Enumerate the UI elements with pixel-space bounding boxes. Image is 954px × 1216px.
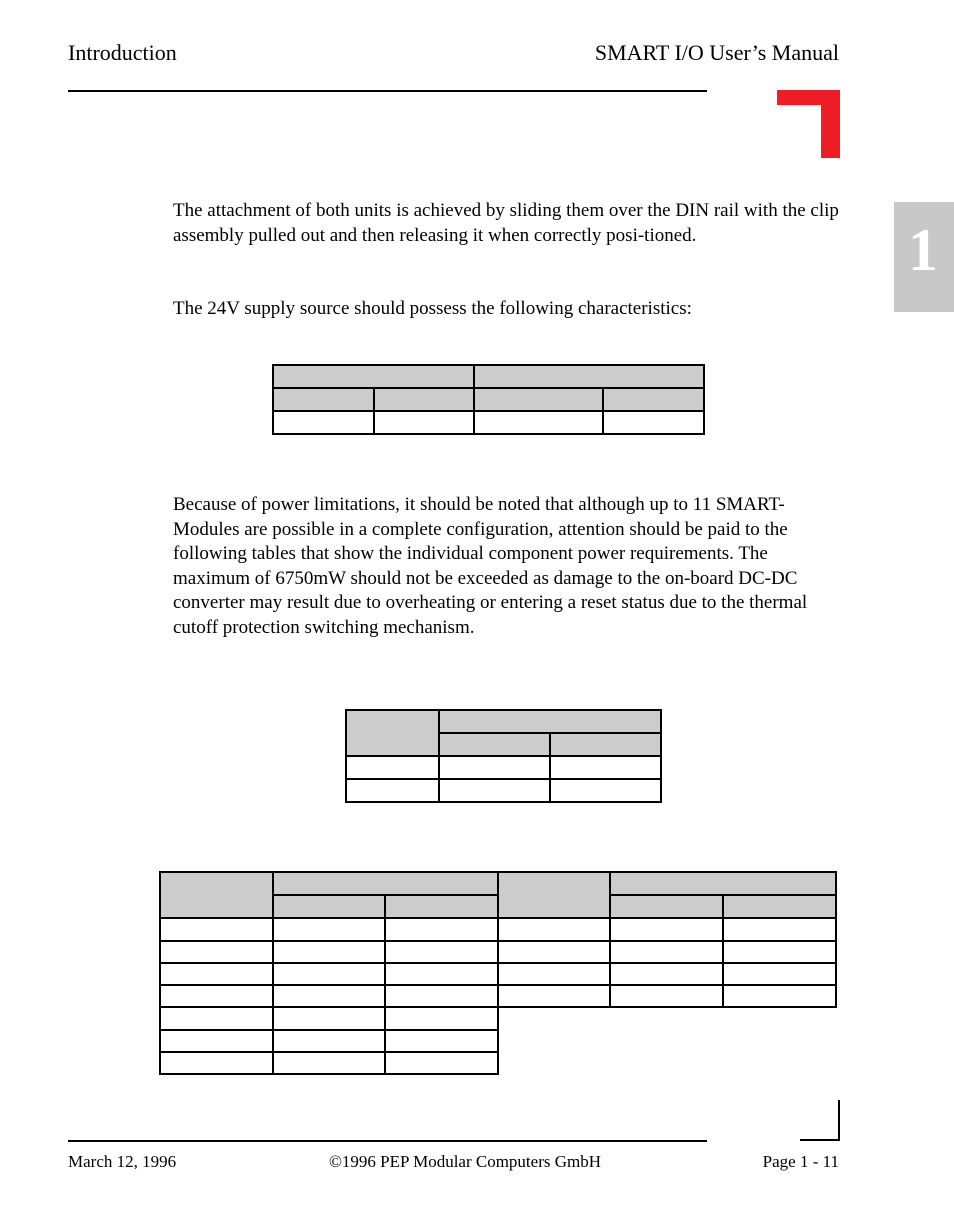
table-row — [160, 1007, 836, 1029]
table-cell — [160, 963, 273, 985]
table-cell — [498, 918, 610, 940]
table-blank-area — [498, 1052, 836, 1074]
power-requirements-table — [345, 709, 662, 803]
footer-date: March 12, 1996 — [68, 1152, 177, 1171]
table-cell — [385, 941, 498, 963]
table-row — [160, 1052, 836, 1074]
table-header-cell — [273, 365, 474, 388]
table-cell — [723, 941, 836, 963]
table-header-row — [273, 365, 704, 388]
table-cell — [385, 985, 498, 1007]
chapter-tab-number: 1 — [908, 217, 938, 283]
table-cell — [385, 963, 498, 985]
table-cell — [273, 963, 385, 985]
table-cell — [385, 1052, 498, 1074]
table-cell — [273, 941, 385, 963]
table-cell — [160, 1030, 273, 1052]
footer-page-number: Page 1 - 11 — [762, 1152, 839, 1171]
table-cell — [723, 985, 836, 1007]
table-cell — [374, 411, 474, 434]
paragraph-supply-intro: The 24V supply source should possess the following characteristics: — [173, 298, 692, 319]
table-cell — [439, 756, 550, 779]
table-cell — [498, 941, 610, 963]
table-cell — [550, 779, 661, 802]
table-cell — [723, 963, 836, 985]
table-cell — [385, 918, 498, 940]
table-header-cell — [550, 733, 661, 756]
table-cell — [160, 1007, 273, 1029]
table-cell — [550, 756, 661, 779]
table-header-row — [160, 872, 836, 895]
table-cell — [723, 918, 836, 940]
table-cell — [603, 411, 704, 434]
table-header-cell — [498, 872, 610, 918]
table-cell — [346, 779, 439, 802]
table-row — [160, 941, 836, 963]
header-section-title: Introduction — [68, 40, 177, 65]
table-cell — [346, 756, 439, 779]
module-power-table — [159, 871, 837, 1075]
table-header-cell — [273, 388, 374, 411]
table-blank-area — [498, 1007, 836, 1029]
table-cell — [610, 918, 723, 940]
table-cell — [498, 985, 610, 1007]
paragraph-attachment: The attachment of both units is achieved by sliding them over the DIN rail with the clip assembly pulled out and then releasing it when correctly posi-tioned. — [173, 200, 839, 246]
table-cell — [385, 1007, 498, 1029]
table-cell — [610, 963, 723, 985]
table-header-cell — [346, 710, 439, 756]
table-cell — [610, 941, 723, 963]
header-rule — [68, 90, 707, 92]
table-header-cell — [603, 388, 704, 411]
table-row — [346, 756, 661, 779]
supply-characteristics-table — [272, 364, 705, 435]
table-header-cell — [273, 872, 498, 895]
table-cell — [160, 985, 273, 1007]
table-cell — [273, 411, 374, 434]
paragraph-power-limitations: Because of power limitations, it should be noted that although up to 11 SMART-Modules are possible in a complete configuration, attention should be paid to the following tables that show the individual component power requirements. The maximum of 6750mW should not be exceeded as damage to the on-board DC-DC converter may result due to overheating or entering a reset status due to the thermal cutoff protection switching mechanism. — [173, 494, 808, 638]
table-row — [160, 985, 836, 1007]
table-cell — [160, 918, 273, 940]
table-cell — [498, 963, 610, 985]
table-header-cell — [474, 365, 704, 388]
table-cell — [273, 918, 385, 940]
table-row — [346, 779, 661, 802]
table-header-cell — [610, 895, 723, 918]
table-header-cell — [273, 895, 385, 918]
table-header-cell — [385, 895, 498, 918]
red-corner-mark — [777, 90, 840, 158]
table-header-cell — [160, 872, 273, 918]
table-header-cell — [439, 733, 550, 756]
chapter-tab — [894, 202, 954, 312]
table-cell — [160, 941, 273, 963]
table-header-row — [346, 710, 661, 733]
table-row — [160, 918, 836, 940]
bottom-corner-mark — [800, 1100, 840, 1141]
table-cell — [160, 1052, 273, 1074]
table-cell — [385, 1030, 498, 1052]
table-header-cell — [374, 388, 474, 411]
table-row — [273, 411, 704, 434]
table-header-cell — [723, 895, 836, 918]
footer-rule — [68, 1140, 707, 1142]
table-row — [160, 963, 836, 985]
table-cell — [439, 779, 550, 802]
table-header-cell — [610, 872, 836, 895]
table-blank-area — [498, 1030, 836, 1052]
table-row — [160, 1030, 836, 1052]
table-header-cell — [474, 388, 603, 411]
table-cell — [273, 1030, 385, 1052]
table-header-cell — [439, 710, 661, 733]
header-manual-title: SMART I/O User’s Manual — [594, 40, 839, 65]
table-cell — [273, 985, 385, 1007]
table-cell — [474, 411, 603, 434]
table-subheader-row — [273, 388, 704, 411]
table-cell — [610, 985, 723, 1007]
table-cell — [273, 1007, 385, 1029]
table-cell — [273, 1052, 385, 1074]
footer-copyright: ©1996 PEP Modular Computers GmbH — [329, 1152, 602, 1171]
